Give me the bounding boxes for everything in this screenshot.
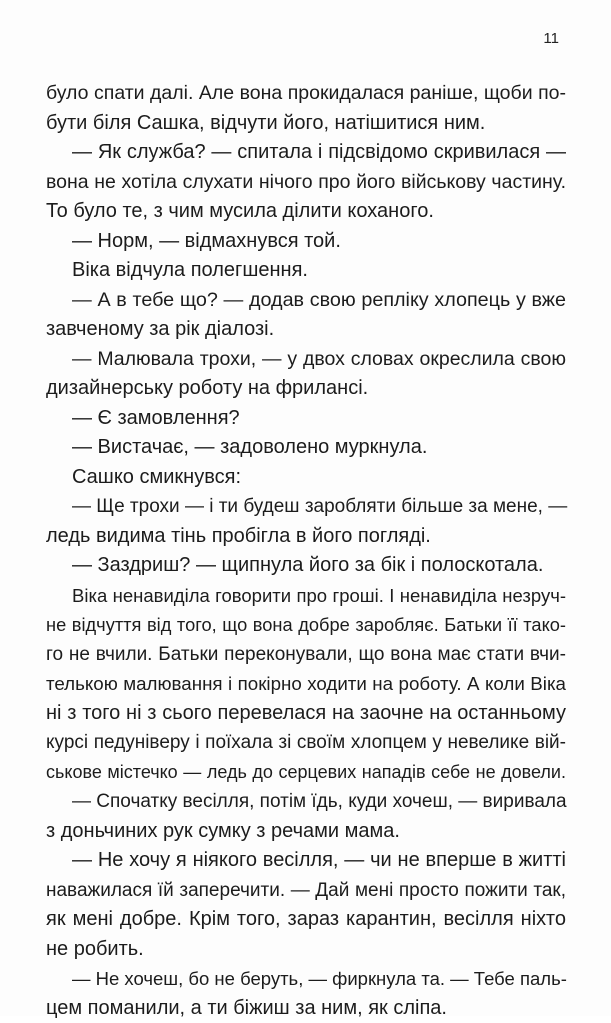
text-line: цем поманили, а ти біжиш за ним, як сліпа. [46,994,566,1023]
page-number: 11 [543,30,559,47]
text-line: — Норм, — відмахнувся той. [46,227,566,257]
text-line: — Вистачає, — задоволено муркнула. [46,433,566,463]
text-line: не робить. [46,935,566,965]
text-line: — Як служба? — спитала і підсвідомо скривилася — [46,138,566,168]
text-line: вона не хотіла слухати нічого про його військову частину. [46,168,566,198]
text-line: як мені добре. Крім того, зараз карантин, весілля ніхто [46,905,566,935]
text-line: ледь видима тінь пробігла в його погляді. [46,522,566,552]
text-line: завченому за рік діалозі. [46,315,566,345]
text-line: — Є замовлення? [46,404,566,434]
text-line: ні з того ні з сього перевелася на заочне на останньому [46,699,566,729]
text-line: ськове містечко — ледь до серцевих нападів себе не довели. [46,758,566,788]
text-line: — А в тебе що? — додав свою репліку хлопець у вже [46,286,566,316]
text-line: дизайнерську роботу на фрилансі. [46,374,566,404]
text-line: То було те, з чим мусила ділити коханого. [46,197,566,227]
text-line: го не вчили. Батьки переконували, що вона має стати вчи- [46,640,566,670]
body-text [46,79,566,1023]
text-line: — Не хочу я ніякого весілля, — чи не вперше в житті [46,846,566,876]
text-line: — Заздриш? — щипнула його за бік і полоскотала. [46,551,566,581]
text-line: Віка відчула полегшення. [46,256,566,286]
text-line: наважилася їй заперечити. — Дай мені просто пожити так, [46,876,566,906]
text-line: — Малювала трохи, — у двох словах окреслила свою [46,345,566,375]
text-line: — Не хочеш, бо не беруть, — фиркнула та. — Тебе паль- [46,964,566,994]
text-line: бути біля Сашка, відчути його, натішитися ним. [46,109,566,139]
text-line: телькою малювання і покірно ходити на роботу. А коли Віка [46,669,566,699]
text-line: Віка ненавиділа говорити про гроші. І ненавиділа незруч- [46,581,566,611]
text-line: було спати далі. Але вона прокидалася раніше, щоби по- [46,79,566,109]
text-line: — Спочатку весілля, потім їдь, куди хочеш, — виривала [46,787,566,817]
text-line: не відчуття від того, що вона добре заробляє. Батьки її тако- [46,610,566,640]
text-line: курсі педуніверу і поїхала зі своїм хлопцем у невелике вій- [46,728,566,758]
text-line: з доньчиних рук сумку з речами мама. [46,817,566,847]
text-line: — Ще трохи — і ти будеш заробляти більше за мене, — [46,492,566,522]
text-line: Сашко смикнувся: [46,463,566,493]
